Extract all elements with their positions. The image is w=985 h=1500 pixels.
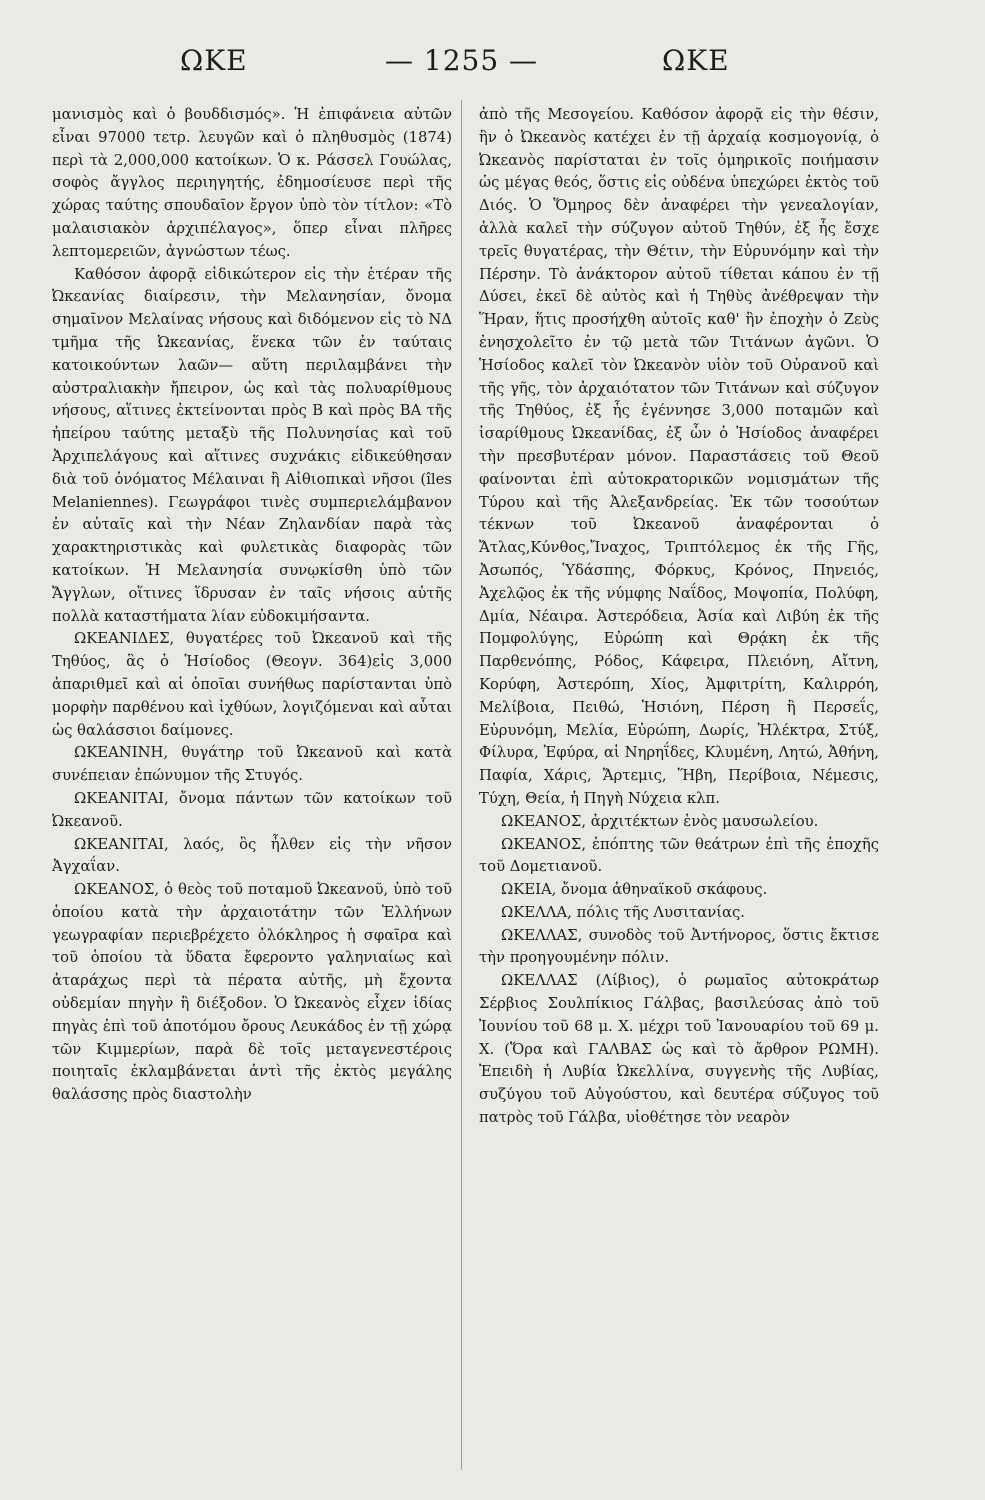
- paragraph: ἀπὸ τῆς Μεσογείου. Καθόσον ἀφορᾷ εἰς τὴν θέσιν, ἣν ὁ Ὠκεανὸς κατέχει ἐν τῇ ἀρχαίᾳ κοσμογονίᾳ, ὁ Ὠκεανὸς παρίσταται ἐν τοῖς ὁμηρικοῖς ποιήμασιν ὡς μέγας θεός, ὅστις εἰς οὐδένα ὑπεχώρει ἐκτὸς τοῦ Διός. Ὁ Ὅμηρος δὲν ἀναφέρει τὴν γενεαλογίαν, ἀλλὰ καλεῖ τὴν σύζυγον αὐτοῦ Τηθύν, ἐξ ἧς ἔσχε τρεῖς θυγατέρας, τὴν Θέτιν, τὴν Εὐρυνόμην καὶ τὴν Πέρσην. Τὸ ἀνάκτορον αὐτοῦ τίθεται κάπου ἐν τῇ Δύσει, ἐκεῖ δὲ αὐτὸς καὶ ἡ Τηθὺς ἀνέθρεψαν τὴν Ἥραν, ἥτις προσήχθη αὐτοῖς καθ' ἣν ἐποχὴν ὁ Ζεὺς ἐνησχολεῖτο ἐν τῷ μετὰ τῶν Τιτάνων ἀγῶνι. Ὁ Ἡσίοδος καλεῖ τὸν Ὠκεανὸν υἱὸν τοῦ Οὐρανοῦ καὶ τῆς γῆς, τὸν ἀρχαιότατον τῶν Τιτάνων καὶ σύζυγον τῆς Τηθύος, ἐξ ἧς ἐγέννησε 3,000 ποταμῶν καὶ ἰσαρίθμους Ὠκεανίδας, ἐξ ὧν ὁ Ἡσίοδος ἀναφέρει τὴν πρεσβυτέραν μόνον. Παραστάσεις τοῦ Θεοῦ φαίνονται ἐπὶ αὐτοκρατορικῶν νομισμάτων τῆς Τύρου καὶ τῆς Ἀλεξανδρείας. Ἐκ τῶν τοσούτων τέκνων τοῦ Ὠκεανοῦ ἀναφέρονται ὁ Ἄτλας,Κύνθος,Ἴναχος, Τριπτόλεμος ἐκ τῆς Γῆς, Ἀσωπός, Ὑδάσπης, Φόρκυς, Κρόνος, Πηνειός, Ἀχελῷος ἐκ τῆς νύμφης Ναΐδος, Μοψοπία, Πολύφη, Δμία, Νέαιρα. Ἀστερόδεια, Ἀσία καὶ Λιβύη ἐκ τῆς Πομφολύγης, Εὐρώπη καὶ Θρᾴκη ἐκ τῆς Παρθενόπης, Ρόδος, Κάφειρα, Πλειόνη, Αἴτνη, Κορύφη, Ἀστερόπη, Χίος, Ἀμφιτρίτη, Καλιρρόη, Μελίβοια, Πειθώ, Ἡσιόνη, Πέρση ἢ Περσεΐς, Εὐρυνόμη, Μελία, Εὐρώπη, Δωρίς, Ἠλέκτρα, Στύξ, Φίλυρα, Ἐφύρα, αἱ Νηρηΐδες, Κλυμένη, Λητώ, Ἀθήνη, Παφία, Χάρις, Ἄρτεμις, Ἥβη, Περίβοια, Νέμεσις, Τύχη, Θεία, ἡ Πηγὴ Νύχεια κλπ.: [479, 106, 879, 807]
- dictionary-entry: ΩΚΕΛΛΑΣ, συνοδὸς τοῦ Ἀντήνορος, ὅστις ἔκτισε τὴν προηγουμένην πόλιν.: [479, 926, 879, 967]
- dictionary-entry: ΩΚΕΑΝΟΣ, ἐπόπτης τῶν θεάτρων ἐπὶ τῆς ἐποχῆς τοῦ Δομετιανοῦ.: [479, 835, 879, 876]
- page-header: [40, 44, 945, 84]
- paragraph: Καθόσον ἀφορᾷ εἰδικώτερον εἰς τὴν ἑτέραν τῆς Ὠκεανίας διαίρεσιν, τὴν Μελανησίαν, ὄνομα σημαῖνον Μελαίνας νήσους καὶ διδόμενον εἰς τὸ ΝΔ τμῆμα τῆς Ὠκεανίας, ἕνεκα τῶν ἐν ταύταις κατοικούντων λαῶν— αὕτη περιλαμβάνει τὴν αὐστραλιακὴν ἤπειρον, ὡς καὶ τὰς πολυαρίθμους νήσους, αἵτινες ἐκτείνονται πρὸς Β καὶ πρὸς ΒΑ τῆς ἠπείρου ταύτης μεταξὺ τῆς Πολυνησίας καὶ τοῦ Ἀρχιπελάγους καὶ αἵτινες συχνάκις εἰδικεύθησαν διὰ τοῦ ὀνόματος Μέλαιναι ἢ Αἰθιοπικαὶ νῆσοι (îles Melaniennes). Γεωγράφοι τινὲς συμπεριελάμβανον ἐν αὐταῖς καὶ τὴν Νέαν Ζηλανδίαν παρὰ τὰς χαρακτηριστικὰς καὶ φυλετικὰς διαφορὰς τῶν κατοίκων. Ἡ Μελανησία συνῳκίσθη ὑπὸ τῶν Ἄγγλων, οἵτινες ἵδρυσαν ἐν ταῖς νήσοις αὐτῆς πολλὰ καταστήματα λίαν εὐδοκιμήσαντα.: [52, 265, 452, 625]
- dictionary-entry: ΩΚΕΑΝΙΤΑΙ, λαός, ὃς ἦλθεν εἰς τὴν νῆσον Ἀγχαΐαν.: [52, 835, 452, 876]
- column-divider: [461, 100, 462, 1470]
- dictionary-entry: ΩΚΕΛΛΑ, πόλις τῆς Λυσιτανίας.: [501, 903, 745, 921]
- dictionary-entry: ΩΚΕΛΛΑΣ (Λίβιος), ὁ ρωμαῖος αὐτοκράτωρ Σέρβιος Σουλπίκιος Γάλβας, βασιλεύσας ἀπὸ τοῦ Ἰουνίου τοῦ 68 μ. Χ. μέχρι τοῦ Ἰανουαρίου τοῦ 69 μ. Χ. (Ὅρα καὶ ΓΑΛΒΑΣ ὡς καὶ τὸ ἄρθρον ΡΩΜΗ). Ἐπειδὴ ἡ Λυβία Ὠκελλίνα, συγγενὴς τῆς Λυβίας, συζύγου τοῦ Αὐγούστου, καὶ δευτέρα σύζυγος τοῦ πατρὸς τοῦ Γάλβα, υἱοθέτησε τὸν νεαρὸν: [479, 972, 879, 1127]
- dictionary-entry: ΩΚΕΑΝΙΝΗ, θυγάτηρ τοῦ Ὠκεανοῦ καὶ κατὰ συνέπειαν ἐπώνυμον τῆς Στυγός.: [52, 744, 452, 785]
- right-column: [479, 104, 879, 1130]
- page-number: — 1255 —: [385, 44, 539, 77]
- left-column: [52, 104, 452, 1107]
- paragraph: μανισμὸς καὶ ὁ βουδδισμός». Ἡ ἐπιφάνεια αὐτῶν εἶναι 97000 τετρ. λευγῶν καὶ ὁ πληθυσμὸς (1874) περὶ τὰ 2,000,000 κατοίκων. Ὁ κ. Ράσσελ Γουώλας, σοφὸς ἄγγλος περιηγητής, ἐδημοσίευσε περὶ τῆς χώρας ταύτης σπουδαῖον ἔργον ὑπὸ τὸν τίτλον: «Τὸ μαλαισιακὸν ἀρχιπέλαγος», ὅπερ εἶναι πλῆρες λεπτομερειῶν, ἀγνώστων τέως.: [52, 106, 452, 260]
- dictionary-entry: ΩΚΕΑΝΙΔΕΣ, θυγατέρες τοῦ Ὠκεανοῦ καὶ τῆς Τηθύος, ἃς ὁ Ἡσίοδος (Θεογν. 364)εἰς 3,000 ἀπαριθμεῖ καὶ αἱ ὁποῖαι συνήθως παρίστανται ὑπὸ μορφὴν παρθένου καὶ ἰχθύων, λογιζόμεναι καὶ αὗται ὡς θαλάσσιοι δαίμονες.: [52, 630, 452, 739]
- dictionary-entry: ΩΚΕΑΝΙΤΑΙ, ὄνομα πάντων τῶν κατοίκων τοῦ Ὠκεανοῦ.: [52, 789, 452, 830]
- header-right-word: ΩΚΕ: [662, 44, 730, 77]
- dictionary-entry: ΩΚΕΑΝΟΣ, ὁ θεὸς τοῦ ποταμοῦ Ὠκεανοῦ, ὑπὸ τοῦ ὁποίου κατὰ τὴν ἀρχαιοτάτην τῶν Ἑλλήνων γεωγραφίαν περιεβρέχετο ὁλόκληρος ἡ σφαῖρα καὶ τοῦ ὁποίου τὰ ὕδατα ἔφεροντο γαληνιαίως καὶ ἀταράχως περὶ τὰ πέρατα αὐτῆς, μὴ ἔχοντα οὐδεμίαν πηγὴν ἢ διέξοδον. Ὁ Ὠκεανὸς εἶχεν ἰδίας πηγὰς ἐπὶ τοῦ ἀποτόμου ὄρους Λευκάδος ἐν τῇ χώρᾳ τῶν Κιμμερίων, παρὰ δὲ τοῖς μεταγενεστέροις ποιηταῖς ἐκλαμβάνεται ἀντὶ τῆς ἐκτὸς μεγάλης θαλάσσης πρὸς διαστολὴν: [52, 881, 452, 1104]
- header-left-word: ΩΚΕ: [180, 44, 248, 77]
- dictionary-entry: ΩΚΕΙΑ, ὄνομα ἀθηναϊκοῦ σκάφους.: [501, 881, 768, 899]
- dictionary-entry: ΩΚΕΑΝΟΣ, ἀρχιτέκτων ἑνὸς μαυσωλείου.: [501, 812, 819, 830]
